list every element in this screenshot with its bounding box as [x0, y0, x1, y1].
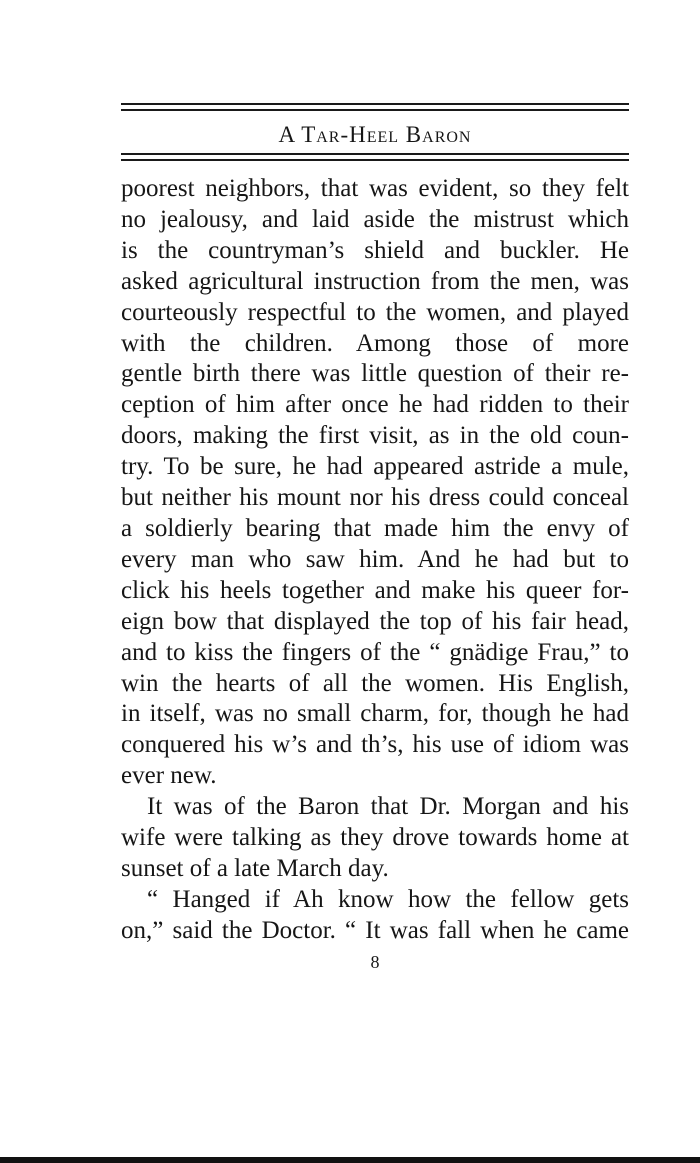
text-line: try. To be sure, he had appeared astride a mule,	[121, 453, 629, 481]
page-number: 8	[370, 952, 380, 972]
rule-line	[121, 109, 629, 111]
text-line: poorest neighbors, that was evident, so they felt	[121, 175, 629, 202]
scan-edge-bar	[0, 1157, 700, 1163]
text-line: is the countryman’s shield and buckler. He	[121, 236, 629, 264]
text-line: but neither his mount nor his dress could conceal	[121, 484, 629, 512]
running-head: A Tar-Heel Baron	[278, 122, 472, 147]
text-line: on,” said the Doctor. “ It was fall when he came	[121, 916, 629, 944]
text-line: with the children. Among those of more	[121, 329, 629, 357]
text-line: asked agricultural instruction from the men, was	[121, 267, 629, 295]
text-line: and to kiss the fingers of the “ gnädige Frau,” to	[121, 638, 629, 666]
text-line: courteously respectful to the women, and played	[121, 298, 629, 326]
text-line-paragraph-end: ever new.	[121, 762, 217, 790]
text-line: every man who saw him. And he had but to	[121, 545, 629, 573]
text-line: click his heels together and make his queer for-	[121, 576, 629, 604]
text-line: doors, making the first visit, as in the old coun-	[121, 422, 629, 450]
text-line: no jealousy, and laid aside the mistrust which	[121, 205, 629, 233]
header-double-rule-top	[121, 103, 629, 113]
text-line: conquered his w’s and th’s, his use of idiom was	[121, 731, 629, 759]
body-text	[121, 174, 629, 947]
rule-line	[121, 159, 629, 161]
rule-line	[121, 103, 629, 105]
text-line: a soldierly bearing that made him the envy of	[121, 514, 629, 542]
header-double-rule-bottom	[121, 153, 629, 163]
text-line: gentle birth there was little question of their re-	[121, 360, 629, 388]
text-line-paragraph-end: sunset of a late March day.	[121, 854, 389, 882]
text-line: ception of him after once he had ridden to their	[121, 391, 629, 419]
text-line: in itself, was no small charm, for, though he had	[121, 700, 629, 728]
rule-line	[121, 153, 629, 155]
text-line: wife were talking as they drove towards home at	[121, 824, 629, 852]
text-line: win the hearts of all the women. His English,	[121, 669, 629, 697]
text-line: eign bow that displayed the top of his fair head,	[121, 607, 629, 635]
text-line-paragraph-start: “ Hanged if Ah know how the fellow gets	[147, 885, 629, 913]
text-line-paragraph-start: It was of the Baron that Dr. Morgan and his	[147, 793, 629, 821]
